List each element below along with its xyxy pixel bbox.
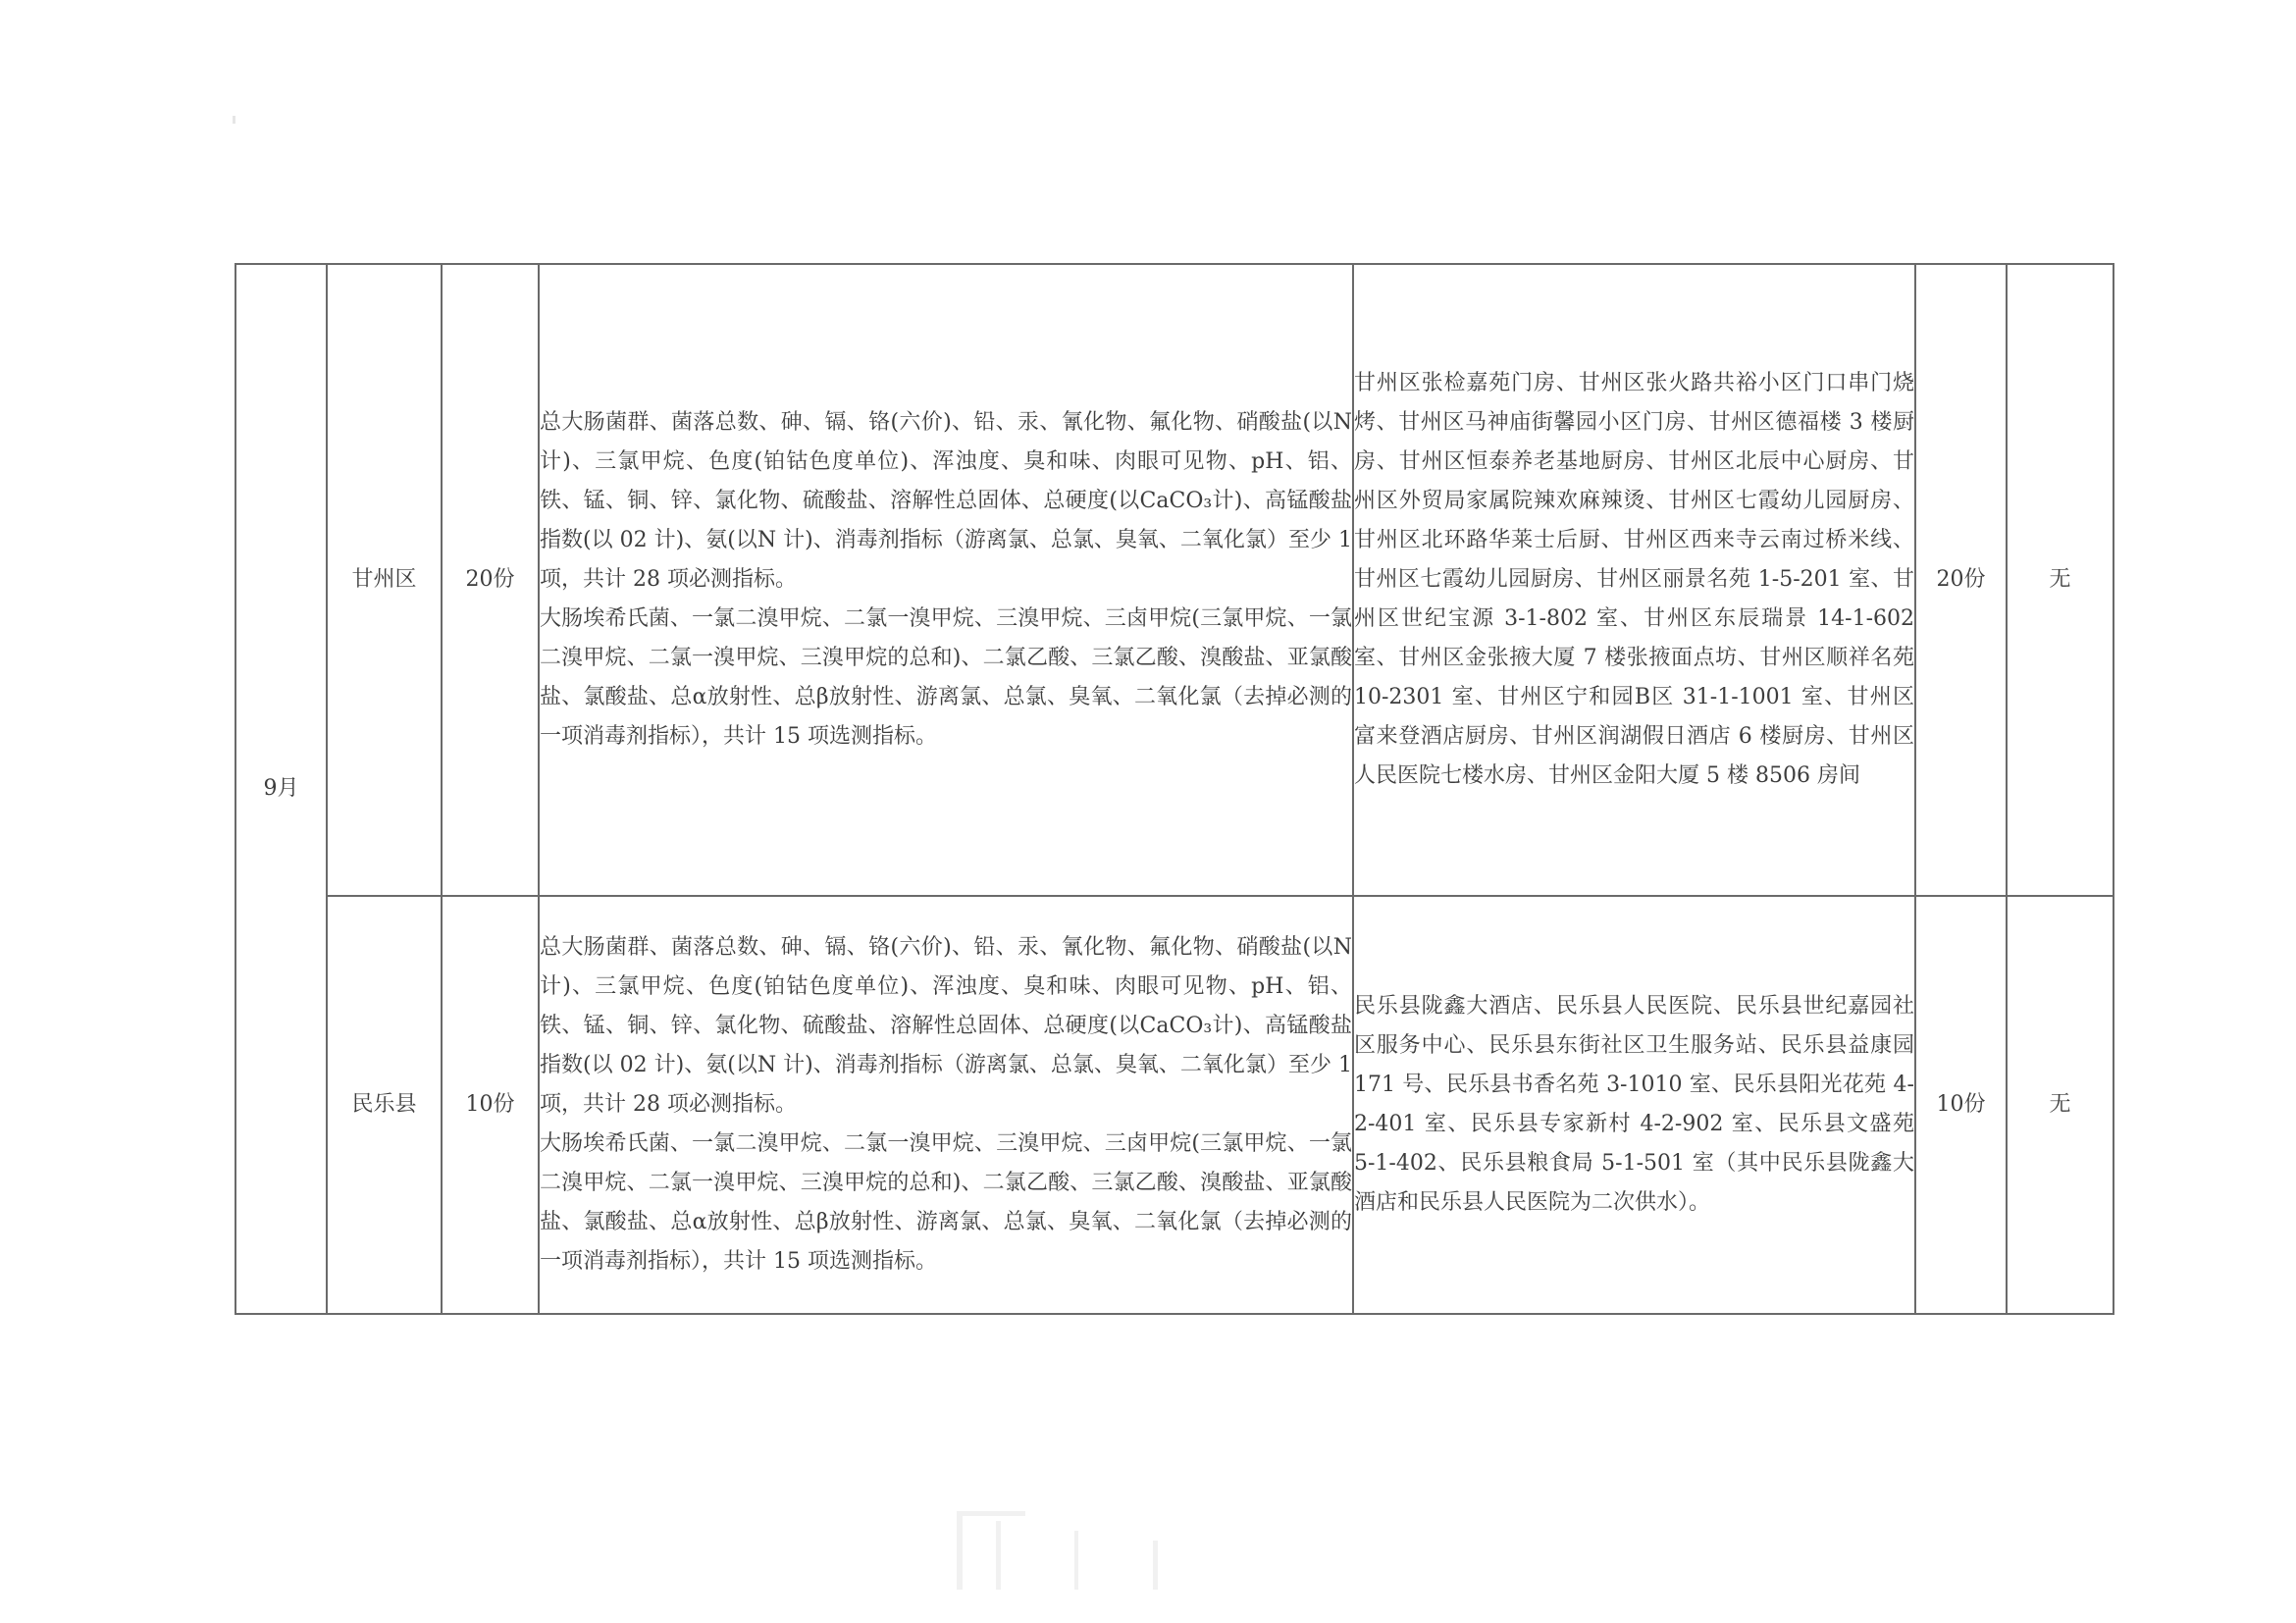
faint-stamp-mark [957,1511,1212,1599]
month-cell: 9月 [235,264,327,1314]
scan-mark [233,116,235,124]
sampling-sites-cell: 甘州区张检嘉苑门房、甘州区张火路共裕小区门口串门烧烤、甘州区马神庙街馨园小区门房、甘州区德福楼 3 楼厨房、甘州区恒泰养老基地厨房、甘州区北辰中心厨房、甘州区外贸局家属院辣欢麻辣烫、甘州区七霞幼儿园厨房、甘州区北环路华莱士后厨、甘州区西来寺云南过桥米线、甘州区七霞幼儿园厨房、甘州区丽景名苑 1-5-201 室、甘州区世纪宝源 3-1-802 室、甘州区东辰瑞景 14-1-602 室、甘州区金张掖大厦 7 楼张掖面点坊、甘州区顺祥名苑 10-2301 室、甘州区宁和园B区 31-1-1001 室、甘州区富来登酒店厨房、甘州区润湖假日酒店 6 楼厨房、甘州区人民医院七楼水房、甘州区金阳大厦 5 楼 8506 房间 [1353,264,1915,896]
sample-count-cell: 20份 [442,264,539,896]
indicators-cell [539,896,1353,1314]
optional-indicators: 大肠埃希氏菌、一氯二溴甲烷、二氯一溴甲烷、三溴甲烷、三卤甲烷(三氯甲烷、一氯二溴甲烷、二氯一溴甲烷、三溴甲烷的总和)、二氯乙酸、三氯乙酸、溴酸盐、亚氯酸盐、氯酸盐、总α放射性、总β放射性、游离氯、总氯、臭氧、二氧化氯（去掉必测的一项消毒剂指标），共计 15 项选测指标。 [540,606,1352,749]
sampling-plan-table [235,263,2114,1315]
indicators-cell [539,264,1353,896]
table-row [235,264,2113,896]
area-cell: 民乐县 [327,896,442,1314]
mandatory-indicators: 总大肠菌群、菌落总数、砷、镉、铬(六价)、铅、汞、氰化物、氟化物、硝酸盐(以N 计)、三氯甲烷、色度(铂钴色度单位)、浑浊度、臭和味、肉眼可见物、pH、铝、铁、锰、铜、锌、氯化物、硫酸盐、溶解性总固体、总硬度(以CaCO₃计)、高锰酸盐指数(以 02 计)、氨(以N 计)、消毒剂指标（游离氯、总氯、臭氧、二氧化氯）至少 1 项，共计 28 项必测指标。 [540,935,1352,1117]
sampling-sites-cell: 民乐县陇鑫大酒店、民乐县人民医院、民乐县世纪嘉园社区服务中心、民乐县东街社区卫生服务站、民乐县益康园 171 号、民乐县书香名苑 3-1010 室、民乐县阳光花苑 4-2-401 室、民乐县专家新村 4-2-902 室、民乐县文盛苑 5-1-402、民乐县粮食局 5-1-501 室（其中民乐县陇鑫大酒店和民乐县人民医院为二次供水）。 [1353,896,1915,1314]
note-cell: 无 [2007,896,2113,1314]
sample-count-cell: 10份 [442,896,539,1314]
mandatory-indicators: 总大肠菌群、菌落总数、砷、镉、铬(六价)、铅、汞、氰化物、氟化物、硝酸盐(以N 计)、三氯甲烷、色度(铂钴色度单位)、浑浊度、臭和味、肉眼可见物、pH、铝、铁、锰、铜、锌、氯化物、硫酸盐、溶解性总固体、总硬度(以CaCO₃计)、高锰酸盐指数(以 02 计)、氨(以N 计)、消毒剂指标（游离氯、总氯、臭氧、二氧化氯）至少 1 项，共计 28 项必测指标。 [540,410,1352,592]
table-row [235,896,2113,1314]
note-cell: 无 [2007,264,2113,896]
completed-count-cell: 10份 [1915,896,2007,1314]
area-cell: 甘州区 [327,264,442,896]
completed-count-cell: 20份 [1915,264,2007,896]
optional-indicators: 大肠埃希氏菌、一氯二溴甲烷、二氯一溴甲烷、三溴甲烷、三卤甲烷(三氯甲烷、一氯二溴甲烷、二氯一溴甲烷、三溴甲烷的总和)、二氯乙酸、三氯乙酸、溴酸盐、亚氯酸盐、氯酸盐、总α放射性、总β放射性、游离氯、总氯、臭氧、二氧化氯（去掉必测的一项消毒剂指标），共计 15 项选测指标。 [540,1131,1352,1274]
